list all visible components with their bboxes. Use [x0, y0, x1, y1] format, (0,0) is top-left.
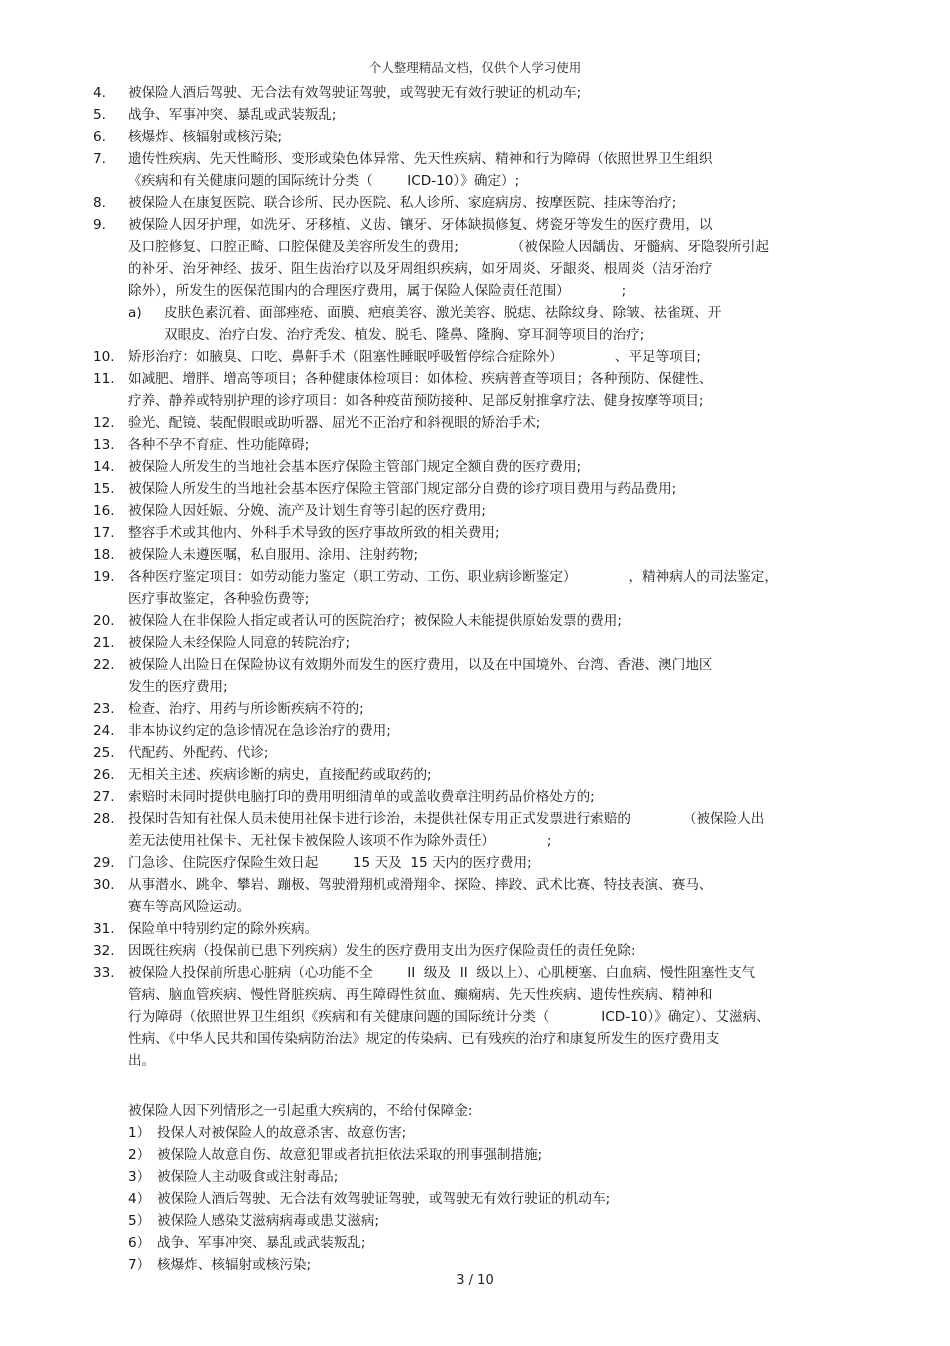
item-number: 7. — [93, 151, 106, 167]
item-number: 13. — [93, 437, 115, 453]
item-line: 被保险人在非保险人指定或者认可的医院治疗；被保险人未能提供原始发票的费用; — [128, 613, 622, 629]
item-line: 被保险人所发生的当地社会基本医疗保险主管部门规定部分自费的诊疗项目费用与药品费用; — [128, 481, 677, 497]
item-number: 8. — [93, 195, 106, 211]
list-item — [0, 522, 950, 544]
item-text — [128, 368, 848, 412]
list-item — [0, 148, 950, 192]
item-line: 双眼皮、治疗白发、治疗秃发、植发、脱毛、隆鼻、隆胸、穿耳洞等项目的治疗; — [164, 327, 645, 343]
item-line: 《疾病和有关健康问题的国际统计分类（ ICD-10）》确定）; — [128, 173, 520, 189]
list-item — [0, 346, 950, 368]
list-item — [0, 610, 950, 632]
item-text — [128, 918, 848, 940]
item-text: 被保险人故意自伤、故意犯罪或者抗拒依法采取的刑事强制措施; — [157, 1147, 543, 1163]
item-text — [128, 566, 848, 610]
item-line: 发生的医疗费用; — [128, 679, 228, 695]
list-item — [0, 654, 950, 698]
item-number: 12. — [93, 415, 115, 431]
item-line: 各种医疗鉴定项目：如劳动能力鉴定（职工劳动、工伤、职业病诊断鉴定） ，精神病人的司法鉴定， — [128, 569, 778, 585]
list-item — [0, 962, 950, 1072]
list-item — [0, 544, 950, 566]
item-text: 被保险人感染艾滋病病毒或患艾滋病; — [157, 1213, 380, 1229]
item-line: 因既往疾病（投保前已患下列疾病）发生的医疗费用支出为医疗保险责任的责任免除: — [128, 943, 636, 959]
item-number: 6） — [128, 1235, 151, 1251]
item-text — [128, 610, 848, 632]
list-item — [0, 104, 950, 126]
list-item — [0, 434, 950, 456]
list-item — [0, 808, 950, 852]
item-line: 验光、配镜、装配假眼或助听器、屈光不正治疗和斜视眼的矫治手术; — [128, 415, 541, 431]
item-line: 皮肤色素沉着、面部痤疮、面膜、疤痕美容、激光美容、脱痣、祛除纹身、除皱、祛雀斑、开 — [164, 305, 722, 321]
item-text — [128, 962, 848, 1072]
item-line: 投保时告知有社保人员未使用社保卡进行诊治，未提供社保专用正式发票进行索赔的 （被保险人出 — [128, 811, 765, 827]
item-line: 如减肥、增胖、增高等项目；各种健康体检项目：如体检、疾病普查等项目；各种预防、保健性、 — [128, 371, 713, 387]
item-text: 被保险人酒后驾驶、无合法有效驾驶证驾驶，或驾驶无有效行驶证的机动车; — [157, 1191, 611, 1207]
item-number: 32. — [93, 943, 115, 959]
item-line: 差无法使用社保卡、无社保卡被保险人该项不作为除外责任） ; — [128, 833, 552, 849]
item-line: 管病、脑血管疾病、慢性肾脏疾病、再生障碍性贫血、癫痫病、先天性疾病、遗传性疾病、精神和 — [128, 987, 713, 1003]
item-text — [128, 940, 848, 962]
item-line: 被保险人未遵医嘱，私自服用、涂用、注射药物; — [128, 547, 419, 563]
item-number: 22. — [93, 657, 115, 673]
item-text — [128, 808, 848, 852]
list-item — [0, 82, 950, 104]
item-line: 被保险人未经保险人同意的转院治疗; — [128, 635, 351, 651]
item-text: 核爆炸、核辐射或核污染; — [157, 1257, 312, 1273]
list-subitem — [0, 302, 950, 346]
item-text — [128, 104, 848, 126]
list-item — [0, 874, 950, 918]
item-line: 被保险人出险日在保险协议有效期外而发生的医疗费用，以及在中国境外、台湾、香港、澳门地区 — [128, 657, 713, 673]
item-text — [128, 434, 848, 456]
item-line: 从事潜水、跳伞、攀岩、蹦极、驾驶滑翔机或滑翔伞、探险、摔跤、武术比赛、特技表演、赛马、 — [128, 877, 713, 893]
list-item — [0, 456, 950, 478]
item-number: 4. — [93, 85, 106, 101]
item-line: 门急诊、住院医疗保险生效日起 15 天及 15 天内的医疗费用; — [128, 855, 532, 871]
item-line: 的补牙、治牙神经、拔牙、阻生齿治疗以及牙周组织疾病，如牙周炎、牙龈炎、根周炎（洁牙治疗 — [128, 261, 713, 277]
list-item — [0, 1122, 950, 1144]
item-line: 检查、治疗、用药与所诊断疾病不符的; — [128, 701, 364, 717]
item-number: 4） — [128, 1191, 151, 1207]
item-line: 出。 — [128, 1053, 156, 1069]
item-number: 15. — [93, 481, 115, 497]
item-number: 26. — [93, 767, 115, 783]
item-text — [128, 478, 848, 500]
item-text — [128, 544, 848, 566]
item-text — [128, 742, 848, 764]
item-number: 10. — [93, 349, 115, 365]
list-item — [0, 126, 950, 148]
item-text: 投保人对被保险人的故意杀害、故意伤害; — [157, 1125, 407, 1141]
item-text — [128, 786, 848, 808]
item-line: 及口腔修复、口腔正畸、口腔保健及美容所发生的费用; （被保险人因龋齿、牙髓病、牙隐裂所引起 — [128, 239, 769, 255]
item-text — [128, 500, 848, 522]
item-text — [128, 126, 848, 148]
item-line: 医疗事故鉴定，各种验伤费等; — [128, 591, 310, 607]
item-number: 21. — [93, 635, 115, 651]
list-item — [0, 940, 950, 962]
item-line: 行为障碍（依照世界卫生组织《疾病和有关健康问题的国际统计分类（ ICD-10）》确定）、艾滋病、 — [128, 1009, 770, 1025]
item-line: 赛车等高风险运动。 — [128, 899, 251, 915]
item-text — [128, 214, 848, 302]
item-number: 33. — [93, 965, 115, 981]
item-number: 27. — [93, 789, 115, 805]
item-number: 14. — [93, 459, 115, 475]
list-item — [0, 1232, 950, 1254]
item-number: 7） — [128, 1257, 151, 1273]
item-line: 被保险人所发生的当地社会基本医疗保险主管部门规定全额自费的医疗费用; — [128, 459, 582, 475]
item-text — [128, 764, 848, 786]
item-line: 疗养、静养或特别护理的诊疗项目：如各种疫苗预防接种、足部反射推拿疗法、健身按摩等项目; — [128, 393, 704, 409]
item-number: 20. — [93, 613, 115, 629]
list-item — [0, 632, 950, 654]
exclusion-list — [0, 82, 950, 1276]
item-text — [128, 456, 848, 478]
list-item — [0, 214, 950, 302]
item-number: 6. — [93, 129, 106, 145]
item-number: 29. — [93, 855, 115, 871]
item-text — [128, 720, 848, 742]
item-text — [128, 522, 848, 544]
list-item — [0, 764, 950, 786]
item-number: a) — [128, 305, 142, 321]
item-number: 1） — [128, 1125, 151, 1141]
item-text — [128, 654, 848, 698]
list-item — [0, 720, 950, 742]
list-item — [0, 412, 950, 434]
item-text — [128, 192, 848, 214]
item-line: 被保险人投保前所患心脏病（心功能不全 II 级及 II 级以上）、心肌梗塞、白血病、慢性阻塞性支气 — [128, 965, 756, 981]
item-line: 保险单中特别约定的除外疾病。 — [128, 921, 319, 937]
item-text: 被保险人主动吸食或注射毒品; — [157, 1169, 339, 1185]
item-line: 性病、《中华人民共和国传染病防治法》规定的传染病、已有残疾的治疗和康复所发生的医疗费用支 — [128, 1031, 720, 1047]
numbered-items — [0, 82, 950, 1072]
item-number: 30. — [93, 877, 115, 893]
list-item — [0, 1210, 950, 1232]
item-line: 无相关主述、疾病诊断的病史，直接配药或取药的; — [128, 767, 432, 783]
item-line: 非本协议约定的急诊情况在急诊治疗的费用; — [128, 723, 391, 739]
item-number: 19. — [93, 569, 115, 585]
item-text — [128, 852, 848, 874]
page-header: 个人整理精品文档，仅供个人学习使用 — [368, 60, 582, 75]
list-item — [0, 500, 950, 522]
list-item — [0, 698, 950, 720]
item-line: 遗传性疾病、先天性畸形、变形或染色体异常、先天性疾病、精神和行为障碍（依照世界卫生组织 — [128, 151, 713, 167]
item-line: 核爆炸、核辐射或核污染; — [128, 129, 283, 145]
item-number: 11. — [93, 371, 115, 387]
list-item — [0, 1166, 950, 1188]
item-number: 2） — [128, 1147, 151, 1163]
item-number: 9. — [93, 217, 106, 233]
page-number: 3 / 10 — [456, 1273, 494, 1288]
item-line: 被保险人在康复医院、联合诊所、民办医院、私人诊所、家庭病房、按摩医院、挂床等治疗; — [128, 195, 677, 211]
list-item — [0, 742, 950, 764]
item-text — [128, 82, 848, 104]
item-line: 各种不孕不育症、性功能障碍; — [128, 437, 310, 453]
item-number: 16. — [93, 503, 115, 519]
list-item — [0, 566, 950, 610]
item-text: 战争、军事冲突、暴乱或武装叛乱; — [157, 1235, 366, 1251]
list-item — [0, 478, 950, 500]
list-item — [0, 918, 950, 940]
item-number: 5） — [128, 1213, 151, 1229]
item-number: 24. — [93, 723, 115, 739]
parenthesized-items — [0, 1122, 950, 1276]
list-item — [0, 368, 950, 412]
item-text — [128, 412, 848, 434]
item-number: 5. — [93, 107, 106, 123]
item-line: 整容手术或其他内、外科手术导致的医疗事故所致的相关费用; — [128, 525, 500, 541]
item-number: 25. — [93, 745, 115, 761]
item-text — [128, 346, 848, 368]
item-text — [128, 632, 848, 654]
item-text — [128, 698, 848, 720]
item-number: 23. — [93, 701, 115, 717]
list-item — [0, 786, 950, 808]
item-text — [128, 874, 848, 918]
item-line: 代配药、外配药、代诊; — [128, 745, 269, 761]
item-line: 索赔时未同时提供电脑打印的费用明细清单的或盖收费章注明药品价格处方的; — [128, 789, 595, 805]
list-item — [0, 1144, 950, 1166]
item-number: 17. — [93, 525, 115, 541]
item-number: 3） — [128, 1169, 151, 1185]
section-intro: 被保险人因下列情形之一引起重大疾病的，不给付保障金: — [128, 1103, 473, 1119]
item-number: 28. — [93, 811, 115, 827]
list-item — [0, 192, 950, 214]
item-line: 矫形治疗：如腋臭、口吃、鼻鼾手术（阻塞性睡眠呼吸暂停综合症除外） 、平足等项目; — [128, 349, 701, 365]
item-number: 18. — [93, 547, 115, 563]
section-gap — [0, 1072, 950, 1100]
list-item — [0, 852, 950, 874]
item-line: 被保险人因妊娠、分娩、流产及计划生育等引起的医疗费用; — [128, 503, 487, 519]
item-line: 被保险人酒后驾驶、无合法有效驾驶证驾驶，或驾驶无有效行驶证的机动车; — [128, 85, 582, 101]
item-line: 战争、军事冲突、暴乱或武装叛乱; — [128, 107, 337, 123]
item-line: 除外），所发生的医保范围内的合理医疗费用，属于保险人保险责任范围） ; — [128, 283, 627, 299]
item-number: 31. — [93, 921, 115, 937]
item-line: 被保险人因牙护理，如洗牙、牙移植、义齿、镶牙、牙体缺损修复、烤瓷牙等发生的医疗费用，以 — [128, 217, 713, 233]
item-text — [128, 148, 848, 192]
list-item — [0, 1188, 950, 1210]
item-text — [164, 302, 804, 346]
